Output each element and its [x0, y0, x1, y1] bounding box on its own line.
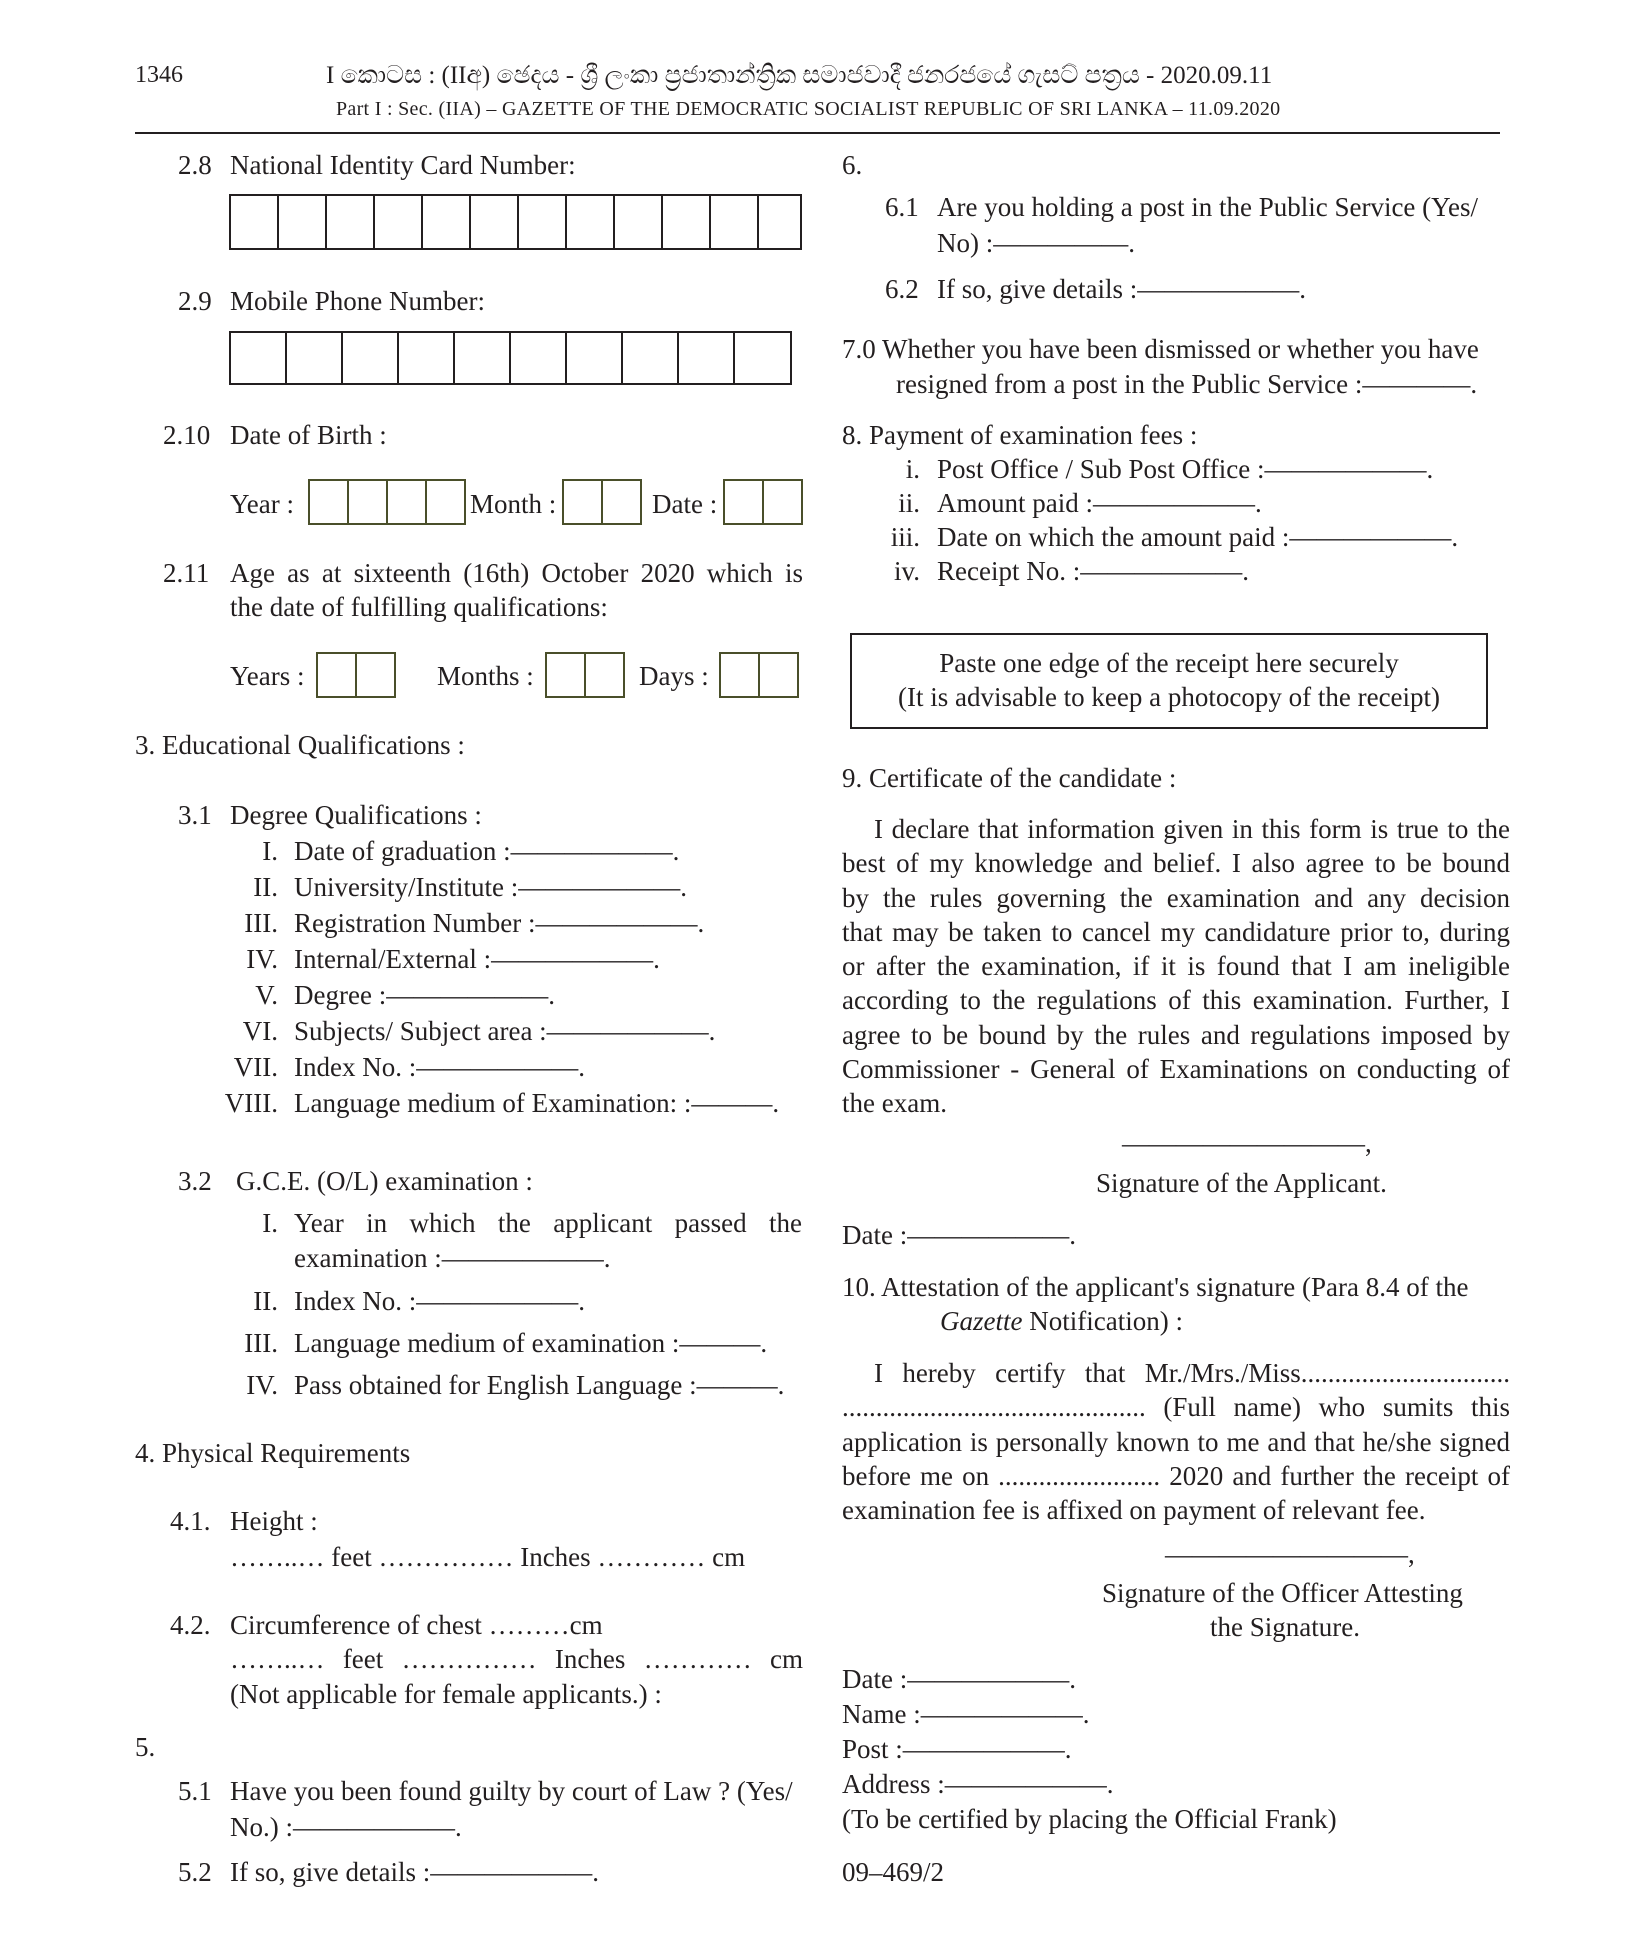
- officer-address: Address :——————.: [842, 1769, 1114, 1799]
- age-years-boxes[interactable]: [316, 652, 396, 698]
- section-number: 2.8: [178, 150, 212, 180]
- degree-field: Degree :——————.: [294, 980, 555, 1010]
- roman-numeral: VIII.: [224, 1088, 278, 1118]
- degree-field: Internal/External :——————.: [294, 944, 660, 974]
- age-label-line1: Age as at sixteenth (16th) October 2020 which is: [230, 558, 803, 588]
- section-number: 6.1: [885, 192, 919, 222]
- height-label: Height :: [230, 1506, 318, 1536]
- section-number: 3.1: [178, 800, 212, 830]
- section-heading: 4. Physical Requirements: [135, 1438, 411, 1468]
- guilty-details: If so, give details :——————.: [230, 1857, 599, 1887]
- declaration-line: I declare that information given in this form is true to the: [874, 814, 1510, 844]
- public-service-line1: Are you holding a post in the Public Service (Yes/: [937, 192, 1478, 222]
- age-days-boxes[interactable]: [719, 652, 799, 698]
- age-months-boxes[interactable]: [545, 652, 625, 698]
- dismissed-line2: resigned from a post in the Public Service :————.: [896, 369, 1478, 399]
- dob-date-boxes[interactable]: [723, 479, 803, 525]
- degree-field: Date of graduation :——————.: [294, 836, 680, 866]
- gce-field: Pass obtained for English Language :———.: [294, 1370, 785, 1400]
- certification-line: ............................................. (Full name) who sumits this: [842, 1392, 1510, 1423]
- age-years-label: Years :: [230, 661, 305, 691]
- header-sinhala-title: I කොටස : (IIඅ) ඡෙදය - ශ්‍රී ලංකා ප්‍රජාතාන්ත්‍රික සමාජවාදී ජනරජයේ ගැසට් පත්‍රය - 2020.09.11: [326, 62, 1273, 89]
- roman-numeral: iii.: [890, 522, 920, 552]
- section-heading: 8. Payment of examination fees :: [842, 420, 1198, 450]
- degree-field: Registration Number :——————.: [294, 908, 705, 938]
- guilty-line1: Have you been found guilty by court of Law ? (Yes/: [230, 1776, 793, 1806]
- gce-year-line1: Year in which the applicant passed the: [294, 1208, 802, 1238]
- degree-field: Index No. :——————.: [294, 1052, 585, 1082]
- roman-numeral: I.: [262, 836, 278, 866]
- dob-year-label: Year :: [230, 489, 295, 519]
- roman-numeral: III.: [244, 1328, 278, 1358]
- section-heading: 3. Educational Qualifications :: [135, 730, 465, 760]
- degree-field: University/Institute :——————.: [294, 872, 687, 902]
- roman-numeral: IV.: [246, 944, 278, 974]
- declaration-line: Commissioner - General of Examinations on conducting of: [842, 1054, 1510, 1085]
- roman-numeral: i.: [905, 454, 920, 484]
- section-number: 5.1: [178, 1776, 212, 1806]
- roman-numeral: ii.: [898, 488, 920, 518]
- public-service-details: If so, give details :——————.: [937, 274, 1306, 304]
- section-heading: 9. Certificate of the candidate :: [842, 763, 1177, 793]
- dob-label: Date of Birth :: [230, 420, 387, 450]
- fee-field: Post Office / Sub Post Office :——————.: [937, 454, 1434, 484]
- official-frank-note: (To be certified by placing the Official Frank): [842, 1804, 1337, 1834]
- fee-field: Date on which the amount paid :——————.: [937, 522, 1459, 552]
- receipt-instruction: Paste one edge of the receipt here securely: [939, 648, 1399, 678]
- gce-field: Index No. :——————.: [294, 1286, 585, 1316]
- attestation-heading-line1: 10. Attestation of the applicant's signature (Para 8.4 of the: [842, 1272, 1469, 1302]
- certification-line: application is personally known to me and that he/she signed: [842, 1426, 1510, 1457]
- roman-numeral: V.: [255, 980, 278, 1010]
- chest-line: ……..… feet …………… Inches ………… cm: [230, 1644, 803, 1674]
- dob-month-boxes[interactable]: [562, 479, 642, 525]
- age-days-label: Days :: [639, 661, 709, 691]
- receipt-paste-box: [850, 633, 1488, 729]
- attestation-heading-line2: Gazette Notification) :: [940, 1306, 1183, 1336]
- degree-qualifications-label: Degree Qualifications :: [230, 800, 482, 830]
- age-label-line2: the date of fulfilling qualifications:: [230, 592, 608, 622]
- section-number: 4.1.: [170, 1506, 211, 1536]
- mobile-label: Mobile Phone Number:: [230, 286, 485, 316]
- roman-numeral: VI.: [242, 1016, 278, 1046]
- gce-year-line2: examination :——————.: [294, 1243, 611, 1273]
- fee-field: Amount paid :——————.: [937, 488, 1262, 518]
- mobile-input-boxes[interactable]: [229, 331, 792, 385]
- roman-numeral: III.: [244, 908, 278, 938]
- declaration-line: according to the regulations of this examination. Further, I: [842, 985, 1510, 1016]
- certification-line: examination fee is affixed on payment of relevant fee.: [842, 1495, 1426, 1526]
- guilty-line2: No.) :——————.: [230, 1812, 462, 1842]
- officer-signature-label-2: the Signature.: [1210, 1612, 1360, 1642]
- section-heading: 6.: [842, 150, 863, 180]
- dob-year-boxes[interactable]: [308, 479, 466, 525]
- roman-numeral: II.: [253, 1286, 278, 1316]
- certification-line: I hereby certify that Mr./Mrs./Miss...............................: [874, 1358, 1510, 1388]
- declaration-line: by the rules governing the examination and any decision: [842, 882, 1510, 913]
- receipt-advice: (It is advisable to keep a photocopy of the receipt): [897, 682, 1441, 712]
- section-number: 6.2: [885, 274, 919, 304]
- public-service-line2: No) :—————.: [937, 228, 1135, 258]
- declaration-line: or after the examination, if it is found that I am ineligible: [842, 951, 1510, 982]
- officer-name: Name :——————.: [842, 1699, 1090, 1729]
- section-number: 4.2.: [170, 1610, 211, 1640]
- section-heading: 5.: [135, 1732, 156, 1762]
- declaration-line: that may be taken to cancel my candidature prior to, during: [842, 916, 1510, 947]
- nic-label: National Identity Card Number:: [230, 150, 576, 180]
- applicant-signature-line: —————————,: [1122, 1128, 1372, 1158]
- height-line: ……..… feet …………… Inches ………… cm: [230, 1542, 746, 1572]
- applicant-signature-label: Signature of the Applicant.: [1096, 1168, 1387, 1198]
- gce-ol-label: G.C.E. (O/L) examination :: [236, 1166, 533, 1196]
- dob-month-label: Month :: [470, 489, 557, 519]
- declaration-line: the exam.: [842, 1088, 947, 1119]
- gce-field: Language medium of examination :———.: [294, 1328, 768, 1358]
- section-number: 2.11: [163, 558, 210, 588]
- nic-input-boxes[interactable]: [229, 194, 802, 250]
- officer-date: Date :——————.: [842, 1664, 1076, 1694]
- applicant-date: Date :——————.: [842, 1220, 1076, 1250]
- header-rule: [135, 132, 1500, 134]
- chest-note: (Not applicable for female applicants.) :: [230, 1679, 662, 1709]
- dob-date-label: Date :: [652, 489, 718, 519]
- roman-numeral: VII.: [233, 1052, 278, 1082]
- section-number: 3.2: [178, 1166, 212, 1196]
- roman-numeral: iv.: [894, 556, 920, 586]
- page-number: 1346: [135, 62, 183, 88]
- roman-numeral: IV.: [246, 1370, 278, 1400]
- section-number: 5.2: [178, 1857, 212, 1887]
- officer-signature-label: Signature of the Officer Attesting: [1102, 1578, 1463, 1608]
- reference-number: 09–469/2: [842, 1857, 945, 1887]
- officer-signature-line: —————————,: [1165, 1539, 1415, 1569]
- candidate-declaration: [842, 812, 1510, 1121]
- roman-numeral: I.: [262, 1208, 278, 1238]
- degree-field: Language medium of Examination: :———.: [294, 1088, 780, 1118]
- officer-post: Post :——————.: [842, 1734, 1072, 1764]
- degree-field: Subjects/ Subject area :——————.: [294, 1016, 716, 1046]
- section-number: 2.10: [163, 420, 211, 450]
- roman-numeral: II.: [253, 872, 278, 902]
- age-months-label: Months :: [437, 661, 534, 691]
- declaration-line: best of my knowledge and belief. I also agree to be bound: [842, 848, 1510, 879]
- fee-field: Receipt No. :——————.: [937, 556, 1249, 586]
- attestation-certification: [842, 1356, 1510, 1527]
- dismissed-line1: 7.0 Whether you have been dismissed or whether you have: [842, 334, 1479, 364]
- section-number: 2.9: [178, 286, 212, 316]
- certification-line: before me on ........................ 2020 and further the receipt of: [842, 1460, 1510, 1491]
- declaration-line: agree to be bound by the rules and regulations imposed by: [842, 1019, 1510, 1050]
- chest-label: Circumference of chest ………cm: [230, 1610, 603, 1640]
- header-english-title: Part I : Sec. (IIA) – GAZETTE OF THE DEMOCRATIC SOCIALIST REPUBLIC OF SRI LANKA – 11.09.2020: [336, 98, 1281, 120]
